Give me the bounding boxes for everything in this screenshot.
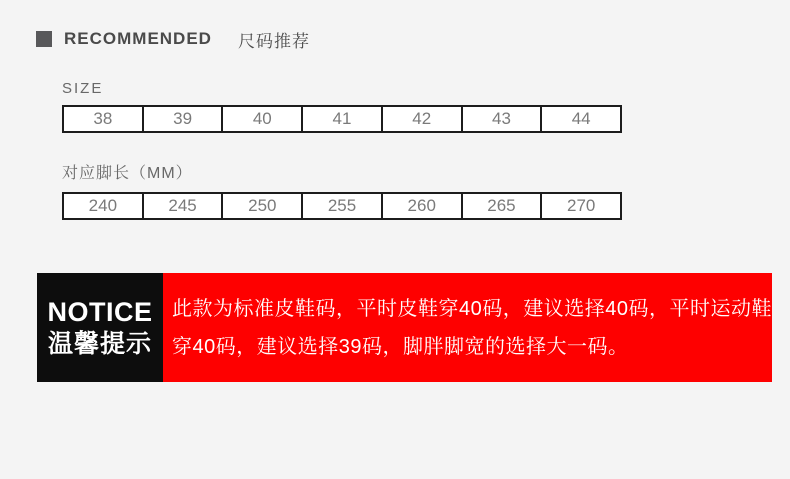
section-title-en: RECOMMENDED	[64, 29, 212, 48]
notice-text	[163, 273, 772, 382]
section-header	[36, 29, 310, 51]
foot-length-cell: 245	[142, 194, 222, 218]
foot-length-cell: 265	[461, 194, 541, 218]
foot-length-label: 对应脚长（MM）	[62, 165, 193, 182]
size-table	[62, 105, 622, 133]
size-cell: 38	[93, 109, 113, 128]
notice-text-line: 穿40码，建议选择39码，脚胖脚宽的选择大一码。	[172, 335, 629, 358]
size-cell: 42	[381, 107, 461, 131]
notice-banner	[37, 273, 772, 382]
notice-badge-zh: 温馨提示	[47, 329, 152, 358]
foot-length-cell: 255	[301, 194, 381, 218]
size-cell: 41	[301, 107, 381, 131]
foot-length-cell: 240	[88, 196, 118, 215]
foot-length-cell: 250	[221, 194, 301, 218]
notice-badge	[37, 273, 163, 382]
foot-length-cell: 270	[540, 194, 620, 218]
foot-length-cell: 260	[381, 194, 461, 218]
size-cell: 44	[540, 107, 620, 131]
size-label: SIZE	[62, 80, 104, 97]
bullet-square-icon	[36, 31, 52, 47]
size-cell: 39	[142, 107, 222, 131]
size-cell: 40	[221, 107, 301, 131]
size-cell: 43	[461, 107, 541, 131]
foot-length-table	[62, 192, 622, 220]
section-title-zh: 尺码推荐	[237, 31, 310, 51]
notice-text-line: 此款为标准皮鞋码，平时皮鞋穿40码，建议选择40码，平时运动鞋	[172, 297, 772, 320]
notice-badge-en: NOTICE	[47, 296, 153, 327]
